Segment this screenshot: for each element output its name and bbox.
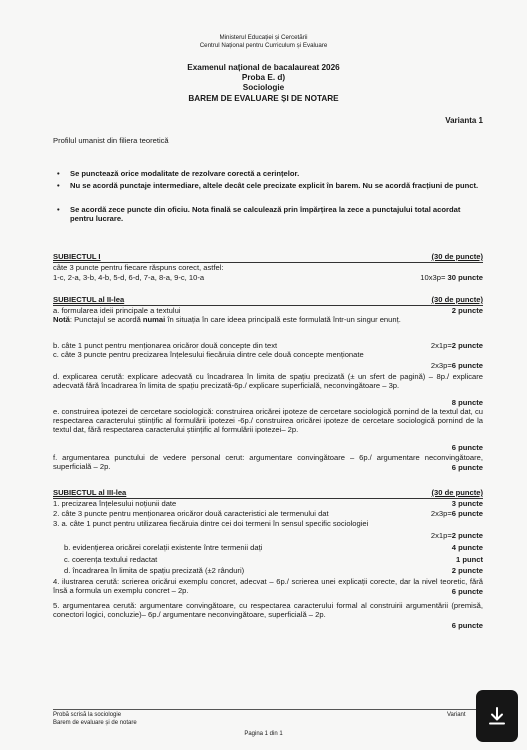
s2-item-b-text: b. câte 1 punct pentru menționarea oricăror două concepte din text [53, 341, 278, 350]
s2-item-d-points: 8 puncte [451, 398, 483, 407]
s2-item-e-points: 6 puncte [451, 443, 483, 452]
s2-item-f-points: 6 puncte [451, 463, 483, 472]
footer-left-line2: Barem de evaluare și de notare [53, 720, 137, 726]
s2-item-c-text: c. câte 3 puncte pentru precizarea înțelesului fiecăruia dintre cele două concepte menționate [53, 350, 364, 359]
section-2-title: SUBIECTUL al II-lea [53, 295, 125, 304]
s2-item-f-text: f. argumentarea punctului de vedere personal cerut: argumentare convingătoare – 6p./ argumentare neconvingătoare, superficială – 2p. [53, 453, 483, 472]
section-1-title: SUBIECTUL I [53, 252, 101, 261]
section-1-points: (30 de puncte) [431, 252, 483, 261]
exam-title: Examenul național de bacalaureat 2026 [187, 63, 340, 72]
s2-item-b: b. câte 1 punct pentru menționarea oricăror două concepte din text 2x1p=2 puncte [53, 341, 483, 350]
profile-text: Profilul umanist din filiera teoretică [53, 136, 169, 145]
footer-left-line1: Probă scrisă la sociologie [53, 712, 122, 718]
s3-item-3c: c. coerența textului redactat 1 punct [64, 555, 483, 564]
s3-item-5-text: 5. argumentarea cerută: argumentare convingătoare, cu respectarea caracterului formal al construirii argumentării (premisă, conectori logici, concluzie)– 6p./ argumentare neconvingătoare, superficială – 2p. [53, 601, 483, 620]
section-3-title: SUBIECTUL al III-lea [53, 488, 127, 497]
rule-item: • Nu se acordă punctaje intermediare, altele decât cele precizate explicit în barem. Nu se acordă fracțiuni de punct. [70, 181, 484, 190]
download-button[interactable] [476, 690, 518, 742]
subject-title: Sociologie [242, 83, 285, 92]
section-3-header [53, 488, 483, 498]
proba-title: Proba E. d) [241, 73, 286, 82]
s3-item-4-points: 6 puncte [451, 587, 483, 596]
s3-item-4-text: 4. ilustrarea cerută: scrierea oricărui exemplu concret, adecvat – 6p./ scrierea unei explicații corecte, dar la nivel teoretic, fără însă a formula un exemplu concret – 2p. [53, 577, 483, 596]
section-1-header [53, 252, 483, 262]
section-1-answers: 1-c, 2-a, 3-b, 4-b, 5-d, 6-d, 7-a, 8-a, 9-c, 10-a [53, 273, 205, 282]
s3-item-1: 1. precizarea înțelesului noțiunii date 3 puncte [53, 499, 483, 508]
section-2-header [53, 295, 483, 305]
s3-item-5-points: 6 puncte [451, 621, 483, 630]
s3-item-3b: b. evidențierea oricărei corelații existente între termenii dați 4 puncte [64, 543, 483, 552]
note-label: Notă [53, 315, 70, 324]
footer-right: Variant [447, 712, 466, 718]
barem-title: BAREM DE EVALUARE ȘI DE NOTARE [188, 94, 339, 103]
section-2-points: (30 de puncte) [431, 295, 483, 304]
s2-item-a-points: 2 puncte [451, 306, 483, 315]
s2-item-a-text: a. formularea ideii principale a textului [53, 306, 181, 315]
section-1-score: 30 puncte [447, 273, 483, 282]
footer-divider [53, 709, 483, 710]
s3-item-2: 2. câte 3 puncte pentru menționarea oricăror două caracteristici ale termenului dat 2x3p=6 puncte [53, 509, 483, 518]
center-name: Centrul Național pentru Curriculum și Evaluare [199, 42, 328, 49]
ministry-name: Ministerul Educației și Cercetării [219, 34, 308, 41]
section-3-points: (30 de puncte) [431, 488, 483, 497]
variant-label: Varianta 1 [445, 116, 483, 125]
s3-item-3d: d. încadrarea în limita de spațiu precizată (±2 rânduri) 2 puncte [64, 566, 483, 575]
s2-note: Notă: Punctajul se acordă numai în situația în care ideea principală este formulată într-un singur enunț. [53, 315, 401, 324]
section-1-score-prefix: 10x3p= [420, 273, 446, 282]
download-icon [487, 706, 507, 726]
section-1-instruction: câte 3 puncte pentru fiecare răspuns corect, astfel: [53, 263, 224, 272]
s2-item-a [53, 306, 483, 315]
rule-item: • Se acordă zece puncte din oficiu. Nota finală se calculează prin împărțirea la zece a punctajului total acordat pentru lucrare. [70, 205, 484, 223]
s3-item-3a-text: 3. a. câte 1 punct pentru utilizarea fiecăruia dintre cei doi termeni în sensul specific sociologiei [53, 519, 369, 528]
page-number: Pagina 1 din 1 [244, 731, 283, 737]
s2-item-d-text: d. explicarea cerută: explicare adecvată cu încadrarea în limita de spațiu precizată (± un sfert de pagină) – 8p./ explicare adecvată fără încadrarea în limita de spațiu precizată-6p./ explicare superficială, neconvingătoare – 3p. [53, 372, 483, 391]
document-page: Ministerul Educației și Cercetării Centrul Național pentru Curriculum și Evaluare Examenul național de bacalaureat 2026 Proba E. d) Sociologie BAREM DE EVALUARE ȘI DE NOTARE Varianta 1 Profilul umanist din filiera teoretică • Se punctează orice modalitate de rezolvare corectă a cerințelor. • Nu se acordă punctaje intermediare, altele decât cele precizate explicit în barem. Nu se acordă fracțiuni de punct. • Se acordă zece puncte din oficiu. Nota finală se calculează prin împărțirea la zece a punctajului total acordat pentru lucrare. SUBIECTUL I (30 de puncte) câte 3 puncte pentru fiecare răspuns corect, astfel: 1-c, 2-a, 3-b, 4-b, 5-d, 6-d, 7-a, 8-a, 9-c, 10-a 10x3p= 30 puncte SUBIECTUL al II-lea (30 de puncte) a. formularea ideii principale a textului 2 puncte Notă: Punctajul se acordă numai în situația în care ideea principală este formulată într-un singur enunț. b. câte 1 punct pentru menționarea oricăror două concepte din text 2x1p=2 puncte c. câte 3 puncte pentru precizarea înțelesului fiecăruia dintre cele două concepte menționate 2x3p=6 puncte d. explicarea cerută: explicare adecvată cu încadrarea în limita de spațiu precizată (± un sfert de pagină) – 8p./ explicare adecvată fără încadrarea în limita de spațiu precizată-6p./ explicare superficială, neconvingătoare – 3p. 8 puncte e. construirea ipotezei de cercetare sociologică: construirea oricărei ipoteze de cercetare sociologică pornind de la textul dat, cu respectarea caracterului științific al formulării ipotezei -6p./ construirea oricărei ipoteze de cercetare sociologică pornind de la textul dat, fără respectarea caracterului științific al formulării ipotezei– 2p. 6 puncte f. argumentarea punctului de vedere personal cerut: argumentare convingătoare – 6p./ argumentare neconvingătoare, superficială – 2p. 6 puncte SUBIECTUL al III-lea (30 de puncte) 1. precizarea înțelesului noțiunii date 3 puncte 2. câte 3 puncte pentru menționarea oricăror două caracteristici ale termenului dat 2x3p=6 puncte 3. a. câte 1 punct pentru utilizarea fiecăruia dintre cei doi termeni în sensul specific sociologiei 2x1p=2 puncte b. evidențierea oricărei corelații existente între termenii dați 4 puncte c. coerența textului redactat 1 punct d. încadrarea în limita de spațiu precizată (±2 rânduri) 2 puncte 4. ilustrarea cerută: scrierea oricărui exemplu concret, adecvat – 6p./ scrierea unei explicații corecte, dar la nivel teoretic, fără însă a formula un exemplu concret – 2p. 6 puncte 5. argumentarea cerută: argumentare convingătoare, cu respectarea caracterului formal al construirii argumentării (premisă, conectori logici, concluzie)– 6p./ argumentare neconvingătoare, superficială – 2p. 6 puncte Probă scrisă la sociologie Barem de evaluare și de notare Variant Pagina 1 din 1 [0, 0, 527, 750]
rule-item: • Se punctează orice modalitate de rezolvare corectă a cerințelor. [70, 169, 484, 178]
section-1-answers-row [53, 273, 483, 282]
s2-item-e-text: e. construirea ipotezei de cercetare sociologică: construirea oricărei ipoteze de cercetare sociologică pornind de la textul dat, cu respectarea caracterului științific al formulării ipotezei -6p./ construirea oricărei ipoteze de cercetare sociologică pornind de la textul dat, fără respectarea caracterului științific al formulării ipotezei– 2p. [53, 407, 483, 435]
